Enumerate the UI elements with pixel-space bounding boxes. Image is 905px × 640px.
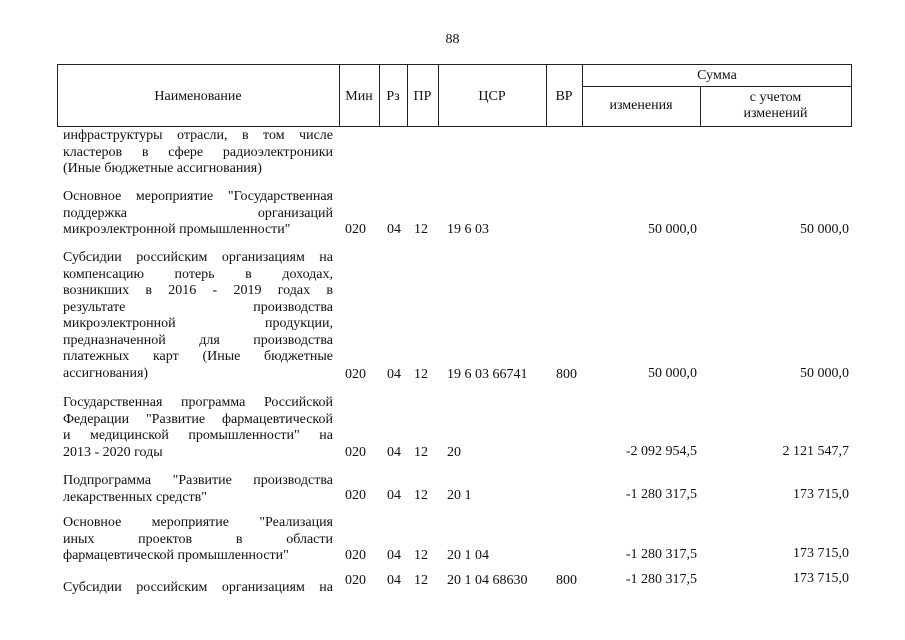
cell-pr: 12 [414,488,428,503]
name-line: Основное мероприятие "Государственная [63,189,333,204]
cell-csr: 20 1 04 68630 [447,573,528,588]
header-vr: ВР [555,89,573,104]
row-name [63,250,333,382]
name-line: Федерации "Развитие фармацевтической [63,411,333,427]
cell-total: 173 715,0 [793,546,849,561]
header-change: изменения [609,98,673,113]
cell-rz: 04 [387,367,401,382]
header-csr: ЦСР [478,89,506,104]
name-line: компенсацию потерь в доходах, [63,266,333,282]
cell-csr: 19 6 03 [447,222,489,237]
name-line: фармацевтической промышленности" [63,548,289,563]
row-name [63,580,333,597]
header-top-border [57,64,852,65]
cell-rz: 04 [387,445,401,460]
cell-pr: 12 [414,573,428,588]
row-name [63,189,333,239]
cell-min: 020 [345,488,366,503]
sum-divider [582,86,852,87]
name-line: платежных карт (Иные бюджетные [63,349,333,364]
cell-rz: 04 [387,573,401,588]
header-rz: Рз [386,89,400,104]
name-line: ассигнования) [63,365,149,381]
name-line: и медицинской промышленности" на [63,428,333,443]
cell-min: 020 [345,573,366,588]
cell-min: 020 [345,222,366,237]
cell-change: 50 000,0 [648,222,697,237]
row-name [63,515,333,565]
header-name: Наименование [154,89,242,104]
row-name [63,128,333,178]
cell-pr: 12 [414,367,428,382]
cell-rz: 04 [387,222,401,237]
header-sum: Сумма [697,68,737,83]
name-line: Государственная программа Российской [63,395,333,410]
cell-min: 020 [345,445,366,460]
cell-csr: 20 1 04 [447,548,489,563]
name-line: поддержка организаций [63,205,333,221]
header-bottom-border [57,126,852,127]
cell-change: -2 092 954,5 [625,444,697,459]
name-line: иных проектов в области [63,531,333,547]
name-line: возникших в 2016 - 2019 годах в [63,283,333,298]
name-line: 2013 - 2020 годы [63,444,163,460]
cell-csr: 20 1 [447,488,472,503]
name-line: Субсидии российским организациям на [63,580,333,595]
cell-total: 50 000,0 [800,366,849,381]
name-line: (Иные бюджетные ассигнования) [63,161,262,176]
cell-total: 173 715,0 [793,487,849,502]
header-pr: ПР [413,89,432,104]
cell-pr: 12 [414,445,428,460]
cell-change: 50 000,0 [648,366,697,381]
cell-vr: 800 [556,367,577,382]
header-total-line1: с учетом [749,90,802,105]
cell-total: 2 121 547,7 [782,444,849,459]
cell-pr: 12 [414,222,428,237]
cell-rz: 04 [387,488,401,503]
cell-min: 020 [345,367,366,382]
cell-change: -1 280 317,5 [625,487,697,502]
name-line: микроэлектронной промышленности" [63,222,291,237]
cell-csr: 20 [447,445,461,460]
cell-csr: 19 6 03 66741 [447,367,528,382]
name-line: Основное мероприятие "Реализация [63,515,333,530]
cell-total: 173 715,0 [793,571,849,586]
row-name [63,473,333,506]
row-name [63,395,333,461]
header-total [700,90,851,122]
name-line: Субсидии российским организациям на [63,250,333,265]
name-line: инфраструктуры отрасли, в том числе [63,128,333,143]
name-line: результате производства [63,299,333,315]
cell-change: -1 280 317,5 [625,572,697,587]
name-line: предназначенной для производства [63,332,333,348]
page-number: 88 [445,32,460,47]
cell-total: 50 000,0 [800,222,849,237]
cell-pr: 12 [414,548,428,563]
name-line: кластеров в сфере радиоэлектроники [63,144,333,160]
name-line: лекарственных средств" [63,489,207,505]
name-line: Подпрограмма "Развитие производства [63,473,333,488]
cell-min: 020 [345,548,366,563]
header-min: Мин [345,89,373,104]
cell-change: -1 280 317,5 [625,547,697,562]
header-total-line2: изменений [743,106,808,121]
name-line: микроэлектронной продукции, [63,316,333,331]
cell-rz: 04 [387,548,401,563]
cell-vr: 800 [556,573,577,588]
